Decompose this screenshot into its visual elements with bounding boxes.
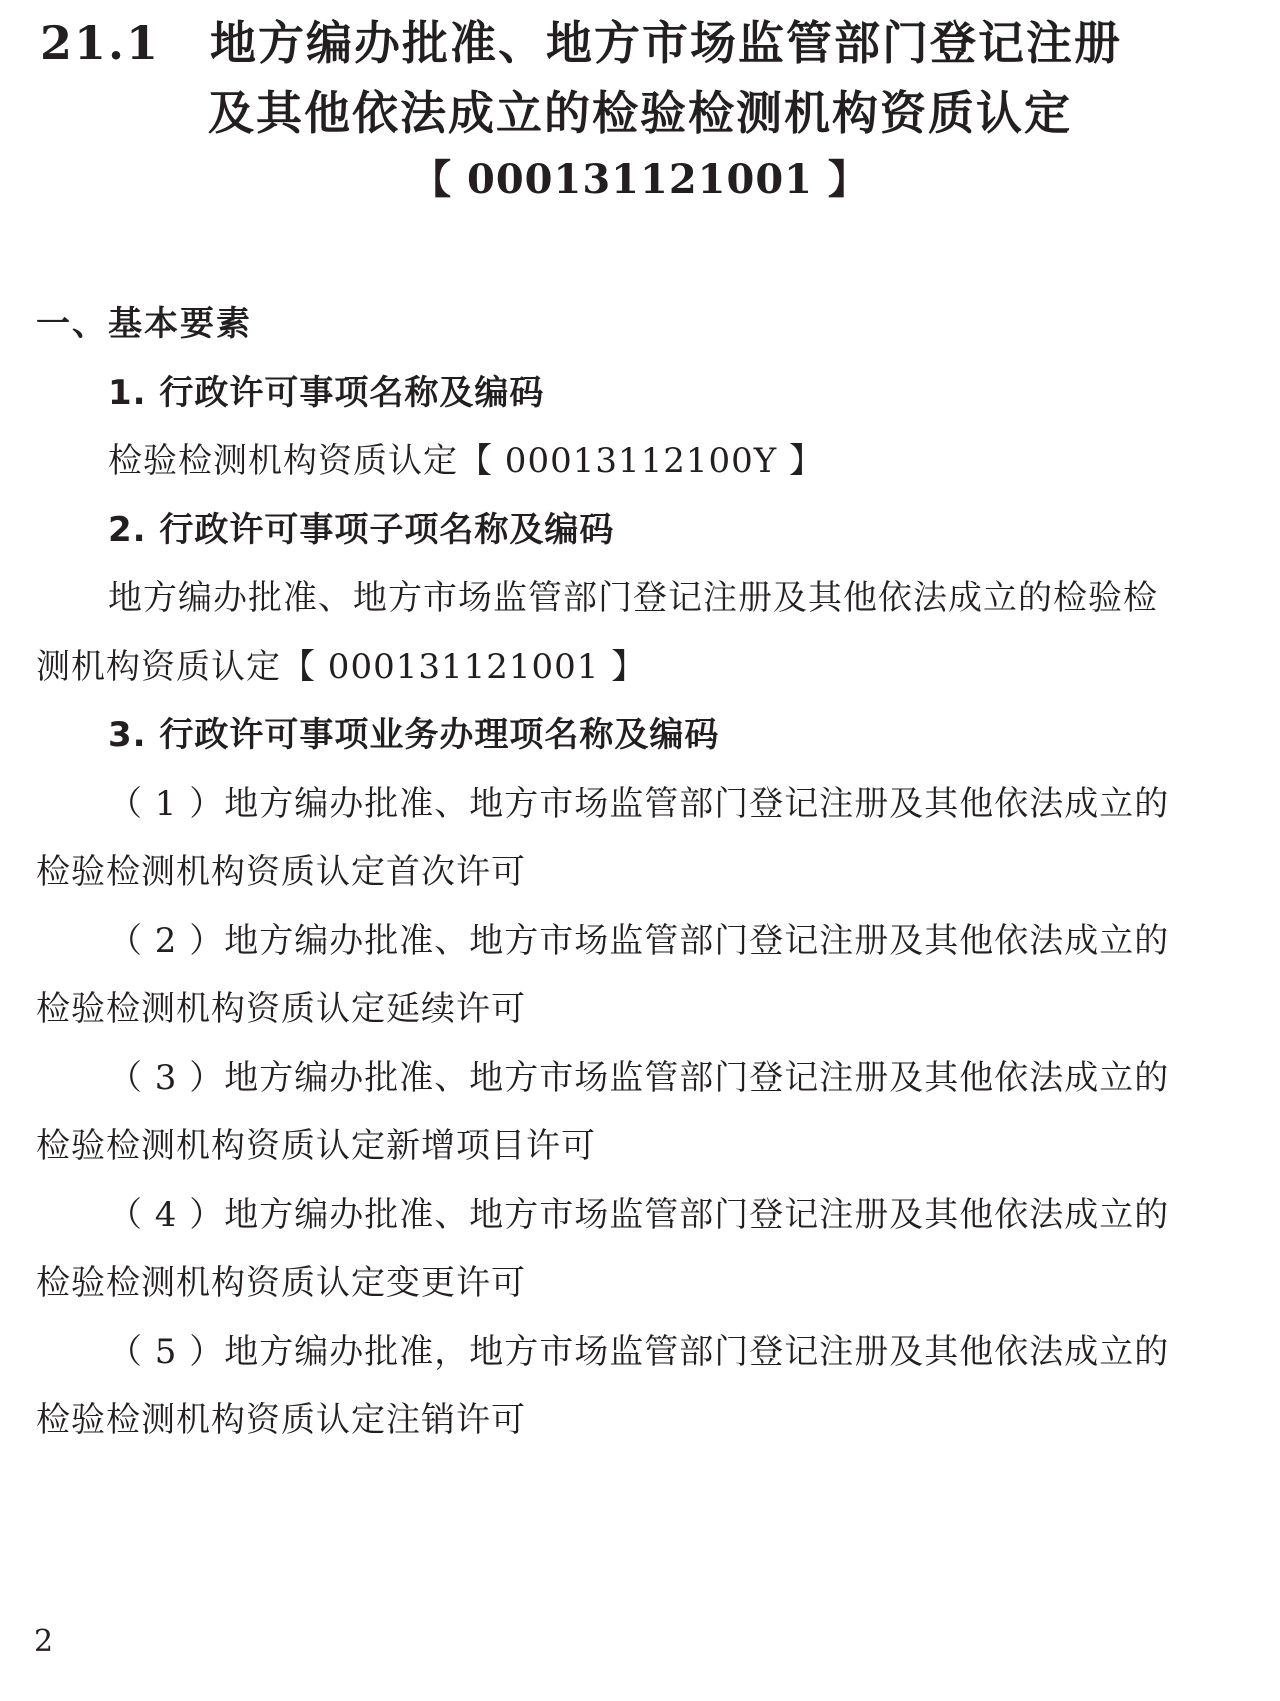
entry-5-line-1: （ 5 ）地方编办批准，地方市场监管部门登记注册及其他依法成立的 [108,1331,1170,1372]
entry-3-line-2: 检验检测机构资质认定新增项目许可 [36,1126,596,1166]
title-line-1 [30,8,1250,78]
document-body [36,290,1250,1455]
item-2-text-line-1: 地方编办批准、地方市场监管部门登记注册及其他依法成立的检验检 [108,578,1158,618]
entry-5-line-2: 检验检测机构资质认定注销许可 [36,1400,526,1440]
title-text-1: 地方编办批准、地方市场监管部门登记注册 [210,16,1123,70]
item-2-heading: 2. 行政许可事项子项名称及编码 [108,509,615,550]
entry-4-line-1: （ 4 ）地方编办批准、地方市场监管部门登记注册及其他依法成立的 [108,1194,1170,1235]
title-code: 【 000131121001 】 [411,156,869,203]
document-title [30,8,1250,212]
entry-3-line-1: （ 3 ）地方编办批准、地方市场监管部门登记注册及其他依法成立的 [108,1057,1170,1098]
title-line-2: 及其他依法成立的检验检测机构资质认定 [208,86,1072,140]
entry-1-line-1: （ 1 ）地方编办批准、地方市场监管部门登记注册及其他依法成立的 [108,783,1170,824]
item-3-heading: 3. 行政许可事项业务办理项名称及编码 [108,715,720,755]
item-1-heading: 1. 行政许可事项名称及编码 [108,372,545,413]
section-heading: 一、基本要素 [36,304,252,344]
entry-4-line-2: 检验检测机构资质认定变更许可 [36,1263,526,1303]
entry-2-line-1: （ 2 ）地方编办批准、地方市场监管部门登记注册及其他依法成立的 [108,920,1170,961]
item-2-text-line-2: 测机构资质认定【 000131121001 】 [36,646,647,687]
entry-1-line-2: 检验检测机构资质认定首次许可 [36,852,526,892]
page-number: 2 [34,1624,54,1659]
entry-2-line-2: 检验检测机构资质认定延续许可 [36,989,526,1029]
title-number: 21.1 [40,16,161,70]
item-1-text: 检验检测机构资质认定【 00013112100Y 】 [108,441,825,481]
